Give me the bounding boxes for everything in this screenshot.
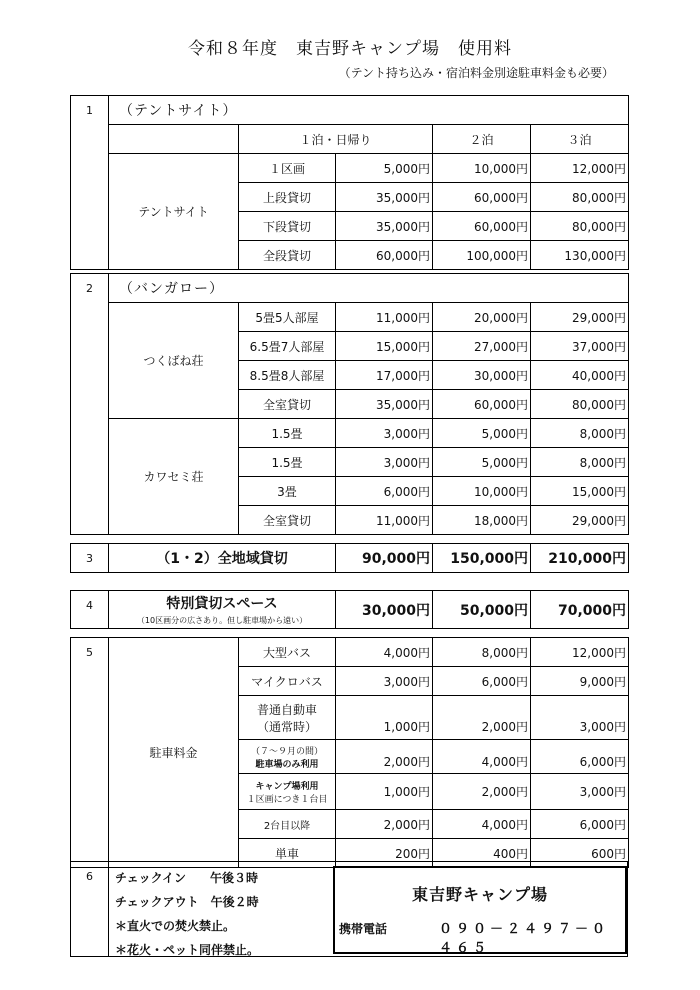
phone-label: 携帯電話 bbox=[339, 922, 388, 936]
row-label: 全段貸切 bbox=[239, 241, 336, 270]
section-number: 2 bbox=[71, 274, 109, 535]
price-cell: 100,000円 bbox=[433, 241, 531, 270]
row-label: 単車 bbox=[239, 839, 336, 868]
price-cell: 6,000円 bbox=[531, 810, 629, 839]
contact-box bbox=[333, 866, 627, 954]
group-label: 駐車料金 bbox=[109, 638, 239, 868]
section-full-area-rental bbox=[70, 543, 629, 573]
section-header: （テントサイト） bbox=[109, 96, 629, 125]
rule-no-fireworks-pets: ＊花火・ペット同伴禁止。 bbox=[115, 943, 260, 957]
price-cell: 15,000円 bbox=[531, 477, 629, 506]
price-cell: 50,000円 bbox=[433, 591, 531, 629]
price-cell: 27,000円 bbox=[433, 332, 531, 361]
section-bungalow bbox=[70, 273, 629, 535]
section-special-space bbox=[70, 590, 629, 629]
price-cell: 6,000円 bbox=[531, 740, 629, 774]
row-label-cell bbox=[239, 774, 336, 810]
price-cell: 12,000円 bbox=[531, 638, 629, 667]
price-cell: 4,000円 bbox=[336, 638, 433, 667]
row-label: 大型バス bbox=[239, 638, 336, 667]
price-cell: 5,000円 bbox=[433, 419, 531, 448]
price-cell: 30,000円 bbox=[336, 591, 433, 629]
price-cell: 35,000円 bbox=[336, 183, 433, 212]
price-cell: 10,000円 bbox=[433, 154, 531, 183]
price-cell: 35,000円 bbox=[336, 212, 433, 241]
price-cell: 4,000円 bbox=[433, 740, 531, 774]
price-cell: 11,000円 bbox=[336, 303, 433, 332]
section-number: 3 bbox=[71, 544, 109, 573]
price-cell: 6,000円 bbox=[433, 667, 531, 696]
price-cell: 10,000円 bbox=[433, 477, 531, 506]
rule-checkin: チェックイン 午後３時 bbox=[115, 871, 259, 885]
price-cell: 3,000円 bbox=[336, 448, 433, 477]
price-cell: 2,000円 bbox=[336, 740, 433, 774]
row-label: 1.5畳 bbox=[239, 419, 336, 448]
price-cell: 3,000円 bbox=[336, 667, 433, 696]
row-note: （10区画分の広さあり。但し駐車場から遠い） bbox=[136, 616, 308, 625]
price-cell: 80,000円 bbox=[531, 390, 629, 419]
row-label-cell bbox=[239, 696, 336, 740]
price-cell: 130,000円 bbox=[531, 241, 629, 270]
price-cell: 20,000円 bbox=[433, 303, 531, 332]
row-label-cell bbox=[239, 740, 336, 774]
row-label: キャンプ場利用 bbox=[255, 781, 319, 792]
page-title: 令和８年度 東吉野キャンプ場 使用料 bbox=[188, 39, 512, 59]
group-label: カワセミ荘 bbox=[109, 419, 239, 535]
row-label: 3畳 bbox=[239, 477, 336, 506]
price-cell: 8,000円 bbox=[433, 638, 531, 667]
section-number: 4 bbox=[71, 591, 109, 629]
row-label: 8.5畳8人部屋 bbox=[239, 361, 336, 390]
price-cell: 17,000円 bbox=[336, 361, 433, 390]
price-cell: 30,000円 bbox=[433, 361, 531, 390]
rule-no-open-fire: ＊直火での焚火禁止。 bbox=[115, 919, 236, 933]
price-cell: 2,000円 bbox=[433, 774, 531, 810]
row-label: （1・2）全地域貸切 bbox=[109, 544, 336, 573]
price-cell: 29,000円 bbox=[531, 506, 629, 535]
price-cell: 35,000円 bbox=[336, 390, 433, 419]
price-cell: 150,000円 bbox=[433, 544, 531, 573]
row-label: 全室貸切 bbox=[239, 506, 336, 535]
price-cell: 60,000円 bbox=[336, 241, 433, 270]
phone-number[interactable]: ０９０－２４９７－０４６５ bbox=[439, 922, 610, 956]
price-cell: 600円 bbox=[531, 839, 629, 868]
contact-name: 東吉野キャンプ場 bbox=[411, 885, 548, 904]
row-label: 上段貸切 bbox=[239, 183, 336, 212]
row-sublabel: （通常時） bbox=[256, 719, 317, 734]
price-cell: 15,000円 bbox=[336, 332, 433, 361]
price-cell: 1,000円 bbox=[336, 774, 433, 810]
rules-list bbox=[115, 866, 335, 962]
price-cell: 5,000円 bbox=[433, 448, 531, 477]
col-header-1night: １泊・日帰り bbox=[239, 125, 433, 154]
section-rules-contact bbox=[70, 861, 628, 957]
row-label: 全室貸切 bbox=[239, 390, 336, 419]
row-label: （７～９月の間） bbox=[250, 746, 323, 757]
price-cell: 70,000円 bbox=[531, 591, 629, 629]
price-cell: 3,000円 bbox=[531, 774, 629, 810]
price-cell: 80,000円 bbox=[531, 183, 629, 212]
section-tent-site bbox=[70, 95, 629, 270]
group-label: テントサイト bbox=[109, 154, 239, 270]
rule-checkout: チェックアウト 午後２時 bbox=[115, 895, 259, 909]
row-label: １区画 bbox=[239, 154, 336, 183]
price-cell: 60,000円 bbox=[433, 183, 531, 212]
price-cell: 6,000円 bbox=[336, 477, 433, 506]
price-cell: 9,000円 bbox=[531, 667, 629, 696]
price-cell: 200円 bbox=[336, 839, 433, 868]
price-cell: 37,000円 bbox=[531, 332, 629, 361]
section-number: 5 bbox=[71, 638, 109, 868]
price-cell: 11,000円 bbox=[336, 506, 433, 535]
section-number: 1 bbox=[71, 96, 109, 270]
price-cell: 5,000円 bbox=[336, 154, 433, 183]
section-parking bbox=[70, 637, 629, 868]
price-cell: 3,000円 bbox=[531, 696, 629, 740]
special-space-cell bbox=[109, 591, 336, 629]
group-label: つくばね荘 bbox=[109, 303, 239, 419]
price-cell: 1,000円 bbox=[336, 696, 433, 740]
row-sublabel: １区画につき１台目 bbox=[246, 794, 328, 805]
price-cell: 29,000円 bbox=[531, 303, 629, 332]
price-cell: 400円 bbox=[433, 839, 531, 868]
price-cell: 80,000円 bbox=[531, 212, 629, 241]
col-header-3nights: ３泊 bbox=[531, 125, 629, 154]
row-label: 6.5畳7人部屋 bbox=[239, 332, 336, 361]
price-cell: 90,000円 bbox=[336, 544, 433, 573]
row-sublabel: 駐車場のみ利用 bbox=[255, 759, 319, 770]
page-subtitle: （テント持ち込み・宿泊料金別途駐車料金も必要） bbox=[338, 66, 614, 80]
section-number: 6 bbox=[71, 862, 109, 956]
section-header: （バンガロー） bbox=[109, 274, 629, 303]
price-cell: 40,000円 bbox=[531, 361, 629, 390]
price-cell: 18,000円 bbox=[433, 506, 531, 535]
row-label: マイクロバス bbox=[239, 667, 336, 696]
row-label: 2台目以降 bbox=[239, 810, 336, 839]
price-cell: 2,000円 bbox=[433, 696, 531, 740]
price-cell: 60,000円 bbox=[433, 212, 531, 241]
price-cell: 8,000円 bbox=[531, 448, 629, 477]
row-label: 普通自動車 bbox=[256, 702, 317, 717]
price-cell: 3,000円 bbox=[336, 419, 433, 448]
row-label: 1.5畳 bbox=[239, 448, 336, 477]
row-label: 特別貸切スペース bbox=[166, 596, 278, 612]
price-cell: 8,000円 bbox=[531, 419, 629, 448]
row-label: 下段貸切 bbox=[239, 212, 336, 241]
price-cell: 12,000円 bbox=[531, 154, 629, 183]
price-cell: 4,000円 bbox=[433, 810, 531, 839]
col-header-2nights: ２泊 bbox=[433, 125, 531, 154]
price-cell: 60,000円 bbox=[433, 390, 531, 419]
price-cell: 210,000円 bbox=[531, 544, 629, 573]
price-cell: 2,000円 bbox=[336, 810, 433, 839]
row-label: 5畳5人部屋 bbox=[239, 303, 336, 332]
